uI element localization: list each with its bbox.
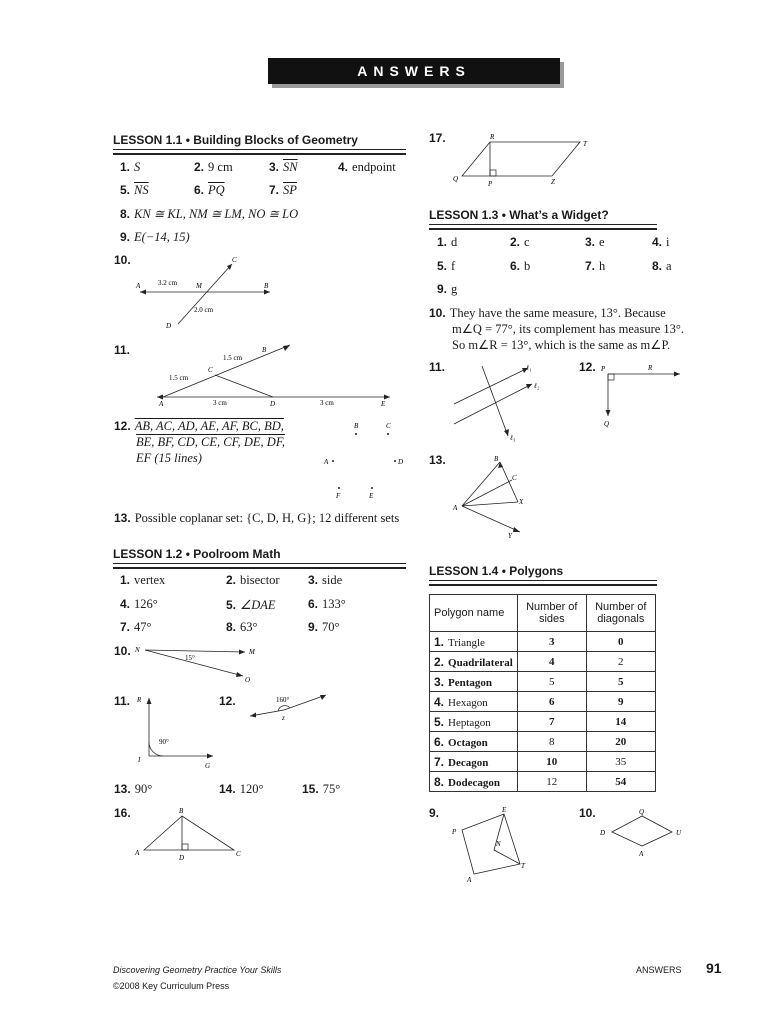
l12-answer-4: 4. 126° <box>120 597 158 611</box>
svg-text:z: z <box>282 714 285 722</box>
svg-text:E: E <box>502 806 507 814</box>
l11-q11-number: 11. <box>114 343 131 357</box>
svg-text:B: B <box>494 455 499 463</box>
page-number: 91 <box>706 960 722 976</box>
l12-q12-number: 12. <box>219 694 236 708</box>
svg-text:D: D <box>166 322 172 330</box>
svg-text:A: A <box>135 849 140 857</box>
svg-text:I: I <box>138 756 141 764</box>
l12-answer-1: 1. vertex <box>120 573 166 587</box>
lesson-1-4-title: LESSON 1.4 • Polygons <box>429 564 657 586</box>
svg-text:C: C <box>208 366 213 374</box>
footer-section: ANSWERS <box>636 965 682 975</box>
svg-text:T: T <box>583 140 587 148</box>
svg-text:D: D <box>270 400 276 407</box>
table-row: 2. Quadrilateral 4 2 <box>430 652 656 672</box>
l11-q12-points <box>318 418 413 503</box>
l12-answer-13: 13. 90° <box>114 782 153 796</box>
svg-text:A: A <box>453 504 458 512</box>
l11-answer-13: 13. Possible coplanar set: {C, D, H, G}; 12 different sets <box>114 511 400 525</box>
l11-answer-6: 6. $\overline{PQ}$ <box>194 183 225 197</box>
header-number-of-diagonals: Number of diagonals <box>586 595 655 632</box>
svg-text:R: R <box>137 696 142 704</box>
svg-text:R: R <box>490 133 495 141</box>
l12-answer-7: 7. 47° <box>120 620 152 634</box>
svg-text:3 cm: 3 cm <box>213 399 227 407</box>
svg-text:15°: 15° <box>185 654 195 662</box>
svg-text:C: C <box>512 474 517 482</box>
svg-text:E: E <box>381 400 386 407</box>
svg-text:A: A <box>639 850 644 858</box>
l13-answer-7: 7. h <box>585 259 606 273</box>
table-row: 7. Decagon 10 35 <box>430 752 656 772</box>
l11-answer-7: 7. $\overline{SP}$ <box>269 183 297 197</box>
l13-answer-1: 1. d <box>437 235 458 249</box>
l12-q10-figure <box>133 642 263 684</box>
svg-text:B: B <box>354 422 359 430</box>
footer-book-title: Discovering Geometry Practice Your Skills <box>113 965 282 975</box>
table-row: 8. Dodecagon 12 54 <box>430 772 656 792</box>
l12-answer-9: 9. 70° <box>308 620 340 634</box>
answers-banner: ANSWERS <box>268 58 560 84</box>
l11-q17-number: 17. <box>429 131 446 145</box>
svg-text:C: C <box>232 256 237 264</box>
svg-text:B: B <box>262 346 267 354</box>
l12-answer-6: 6. 133° <box>308 597 346 611</box>
svg-text:P: P <box>488 180 493 188</box>
l13-answer-2: 2. c <box>510 235 530 249</box>
svg-text:2.0 cm: 2.0 cm <box>194 306 214 314</box>
l13-q13-number: 13. <box>429 453 446 467</box>
svg-text:A: A <box>159 400 164 407</box>
svg-text:A: A <box>467 876 472 884</box>
l13-q11-number: 11. <box>429 360 446 374</box>
l11-q11-figure <box>145 342 395 407</box>
l12-answer-8: 8. 63° <box>226 620 258 634</box>
l11-answer-1: 1. S <box>120 160 141 174</box>
l12-answer-5: 5. ∠DAE <box>226 598 276 612</box>
table-row: 5. Heptagon 7 14 <box>430 712 656 732</box>
l11-answer-8: 8. KN ≅ KL, NM ≅ LM, NO ≅ LO <box>120 207 299 221</box>
l12-q16-number: 16. <box>114 806 131 820</box>
svg-text:G: G <box>205 762 211 770</box>
l11-answer-5: 5. $\overline{NS}$ <box>120 183 149 197</box>
svg-text:1.5 cm: 1.5 cm <box>169 374 189 382</box>
header-polygon-name: Polygon name <box>430 595 518 632</box>
l11-q10-number: 10. <box>114 253 131 267</box>
svg-text:ℓ₁: ℓ₁ <box>526 364 532 372</box>
table-row: 3. Pentagon 5 5 <box>430 672 656 692</box>
svg-text:F: F <box>336 492 341 500</box>
l13-q12-figure <box>598 360 688 430</box>
l13-q11-figure <box>448 358 548 448</box>
svg-text:B: B <box>179 807 184 815</box>
svg-text:A: A <box>136 282 141 290</box>
svg-text:C: C <box>386 422 391 430</box>
svg-text:90°: 90° <box>159 738 169 746</box>
svg-text:M: M <box>249 648 255 656</box>
l12-q11-number: 11. <box>114 694 131 708</box>
l13-answer-5: 5. f <box>437 259 456 273</box>
svg-text:160°: 160° <box>276 696 290 704</box>
l12-answer-15: 15. 75° <box>302 782 341 796</box>
footer-copyright: ©2008 Key Curriculum Press <box>113 981 230 991</box>
l12-q16-figure <box>130 804 250 864</box>
l11-answer-2: 2. 9 cm <box>194 160 233 174</box>
l14-q9-number: 9. <box>429 806 440 820</box>
svg-text:3.2 cm: 3.2 cm <box>158 279 178 287</box>
lesson-1-3-title: LESSON 1.3 • What’s a Widget? <box>429 208 657 230</box>
l13-q12-number: 12. <box>579 360 596 374</box>
svg-text:T: T <box>521 862 525 870</box>
polygon-table <box>429 594 656 792</box>
svg-text:1.5 cm: 1.5 cm <box>223 354 243 362</box>
svg-text:D: D <box>398 458 404 466</box>
header-number-of-sides: Number of sides <box>517 595 586 632</box>
svg-text:Z: Z <box>551 178 555 186</box>
table-row: 4. Hexagon 6 9 <box>430 692 656 712</box>
l11-q10-figure <box>130 252 290 332</box>
svg-text:P: P <box>452 828 457 836</box>
svg-text:B: B <box>264 282 269 290</box>
l12-answer-2: 2. bisector <box>226 573 280 587</box>
svg-text:C: C <box>236 850 241 858</box>
svg-text:N: N <box>496 840 501 848</box>
l13-answer-6: 6. b <box>510 259 531 273</box>
l13-answer-8: 8. a <box>652 259 672 273</box>
svg-text:A: A <box>324 458 329 466</box>
l13-answer-4: 4. i <box>652 235 670 249</box>
svg-text:Y: Y <box>508 532 512 540</box>
svg-text:X: X <box>519 498 524 506</box>
svg-text:D: D <box>600 829 606 837</box>
svg-text:Q: Q <box>453 175 459 183</box>
svg-text:Q: Q <box>639 808 645 816</box>
l11-answer-3: 3. $\overline{SN}$ <box>269 160 298 174</box>
svg-text:M: M <box>196 282 202 290</box>
l14-q9-figure <box>448 804 538 884</box>
l11-q17-figure <box>450 130 595 190</box>
l12-answer-14: 14. 120° <box>219 782 264 796</box>
l13-answer-10: 10. They have the same measure, 13°. Because m∠Q = 77°, its complement has measure 13°. So m∠R = 13°, which is the same as m∠P. <box>429 306 685 352</box>
svg-text:3 cm: 3 cm <box>320 399 334 407</box>
lesson-1-1-title: LESSON 1.1 • Building Blocks of Geometry <box>113 133 406 155</box>
lesson-1-2-title: LESSON 1.2 • Poolroom Math <box>113 547 406 569</box>
svg-text:E: E <box>369 492 374 500</box>
l14-q10-number: 10. <box>579 806 596 820</box>
table-row: 1. Triangle 3 0 <box>430 632 656 652</box>
l12-q12-figure <box>240 690 335 730</box>
svg-text:O: O <box>245 676 251 684</box>
svg-text:P: P <box>601 365 606 373</box>
l11-answer-4: 4. endpoint <box>338 160 396 174</box>
l12-q11-figure <box>135 692 220 770</box>
svg-text:ℓ₂: ℓ₂ <box>534 382 540 390</box>
l11-answer-9: 9. E(−14, 15) <box>120 230 190 244</box>
svg-text:N: N <box>135 646 140 654</box>
svg-text:U: U <box>676 829 682 837</box>
l14-q10-figure <box>596 804 691 859</box>
svg-text:R: R <box>648 364 653 372</box>
l11-answer-12: 12. AB, AC, AD, AE, AF, BC, BD, BE, BF, CD, CE, CF, DE, DF, EF (15 lines) <box>114 419 285 465</box>
l13-answer-3: 3. e <box>585 235 605 249</box>
table-row: 6. Octagon 8 20 <box>430 732 656 752</box>
l12-answer-3: 3. side <box>308 573 343 587</box>
svg-text:D: D <box>179 854 185 862</box>
svg-text:Q: Q <box>604 420 610 428</box>
l13-answer-9: 9. g <box>437 282 458 296</box>
l13-q13-figure <box>450 452 540 542</box>
svg-text:ℓ₃: ℓ₃ <box>510 434 516 442</box>
l12-q10-number: 10. <box>114 644 131 658</box>
